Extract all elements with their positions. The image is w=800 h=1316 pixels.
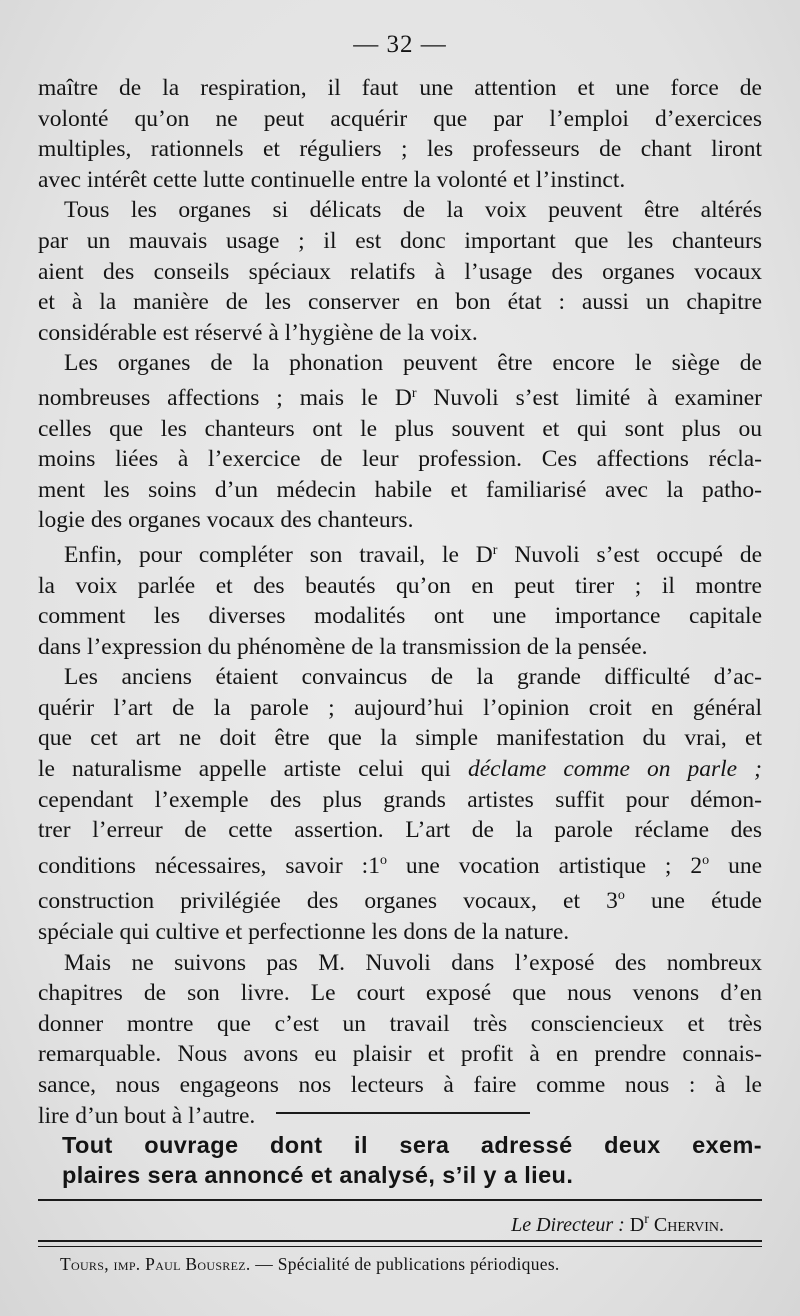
text-segment: nombreuses affections ; mais le D [38,384,412,411]
text-line: volonté qu’on ne peut acquérir que par l’emploi d’exercices [38,105,762,132]
degree-sign: o [617,888,625,904]
signature-name: Chervin. [653,1214,724,1236]
degree-sign: o [379,852,387,868]
imprint-rest: . — Spécialité de publications périodiques. [245,1254,560,1274]
text-line: avec intérêt cette lutte continuelle entre la volonté et l’instinct. [38,166,626,193]
notice-line: Tout ouvrage dont il sera adressé deux exem- [62,1132,762,1158]
text-line [38,536,762,571]
paragraph [38,348,762,536]
section-divider [276,1112,530,1114]
notice-text [62,1130,762,1190]
text-segment: s’est limité à examiner [515,384,763,411]
printer-imprint [60,1254,760,1275]
text-line: par un mauvais usage ; il est donc important que les chanteurs [38,227,762,254]
text-segment: r [492,542,498,558]
text-line: la voix parlée et des beautés qu’on en peut tirer ; il montre [38,572,762,599]
text-line [38,846,762,882]
text-segment: une vocation artistique ; 2 [405,852,703,879]
text-line: remarquable. Nous avons eu plaisir et profit à en prendre connais- [38,1041,762,1068]
italic-phrase: déclame comme on parle ; [467,756,763,783]
text-line: et à la manière de les conserver en bon état : aussi un chapitre [38,289,762,316]
text-line: considérable est réservé à l’hygiène de la voix. [38,319,478,346]
paragraph [38,195,762,348]
text-line: Mais ne suivons pas M. Nuvoli dans l’exposé des nombreux [64,949,762,976]
signature [38,1212,724,1237]
text-line [38,881,762,917]
text-line [38,754,762,785]
footer-divider [38,1240,762,1247]
signature-title: D [629,1214,645,1236]
text-segment: Enfin, pour compléter son travail, le D [64,541,493,568]
paragraph [38,73,762,195]
text-segment: s’est occupé de [596,541,762,568]
section-divider [38,1199,762,1201]
text-line: chapitres de son livre. Le court exposé que nous venons d’en [38,980,762,1007]
imprint-printer: Paul Bousrez [145,1254,246,1274]
text-line: dans l’expression du phénomène de la transmission de la pensée. [38,633,648,660]
text-line [38,379,762,414]
paragraph [38,536,762,662]
page-number: — 32 — [353,31,447,58]
text-line: sance, nous engageons nos lecteurs à faire comme nous : à le [38,1072,762,1098]
text-segment: conditions nécessaires, savoir :1 [38,852,380,879]
text-line: aient des conseils spéciaux relatifs à l’usage des organes vocaux [38,258,762,285]
text-segment: le naturalisme appelle artiste celui qui [38,756,451,783]
text-line: cependant l’exemple des plus grands artistes suffit pour démon- [38,786,762,813]
text-line: celles que les chanteurs ont le plus souvent et qui sont plus ou [38,415,762,442]
text-line: trer l’erreur de cette assertion. L’art de la parole réclame des [38,817,762,844]
text-line: spéciale qui cultive et perfectionne les dons de la nature. [38,919,570,946]
text-line: ment les soins d’un médecin habile et familiarisé avec la patho- [38,476,762,503]
text-line: Les organes de la phonation peuvent être encore le siège de [64,350,762,377]
text-line: moins liées à l’exercice de leur profession. Ces affections récla- [38,446,762,473]
paragraph [38,662,762,947]
paragraph [38,948,762,1132]
imprint-printer-prefix: , imp. [104,1254,146,1274]
text-segment: construction privilégiée des organes vocaux, et 3 [38,888,618,915]
signature-role: Le Directeur : [511,1214,625,1236]
notice-line: plaires sera annoncé et analysé, s’il y a lieu. [62,1162,574,1188]
degree-sign: o [702,852,710,868]
text-segment: Nuvoli [497,541,597,568]
text-line: quérir l’art de la parole ; aujourd’hui l’opinion croit en général [38,694,762,721]
signature-title-sup: r [644,1212,649,1227]
text-line: Tous les organes si délicats de la voix peuvent être altérés [64,197,762,224]
text-line: que cet art ne doit être que la simple manifestation du vrai, et [38,725,762,752]
body-text [38,73,762,1131]
text-line: logie des organes vocaux des chanteurs. [38,507,414,534]
text-segment: une étude [651,888,762,915]
text-line: lire d’un bout à l’autre. [38,1102,256,1129]
text-line: maître de la respiration, il faut une attention et une force de [38,75,762,101]
text-line: donner montre que c’est un travail très consciencieux et très [38,1010,762,1037]
imprint-city: Tours [60,1254,105,1274]
text-segment: r [411,385,417,401]
text-line: comment les diverses modalités ont une importance capitale [38,603,762,630]
text-segment: une [728,852,762,879]
text-segment: Nuvoli [416,384,516,411]
text-line: multiples, rationnels et réguliers ; les professeurs de chant liront [38,136,762,163]
text-line: Les anciens étaient convaincus de la grande difficulté d’ac- [64,664,762,691]
